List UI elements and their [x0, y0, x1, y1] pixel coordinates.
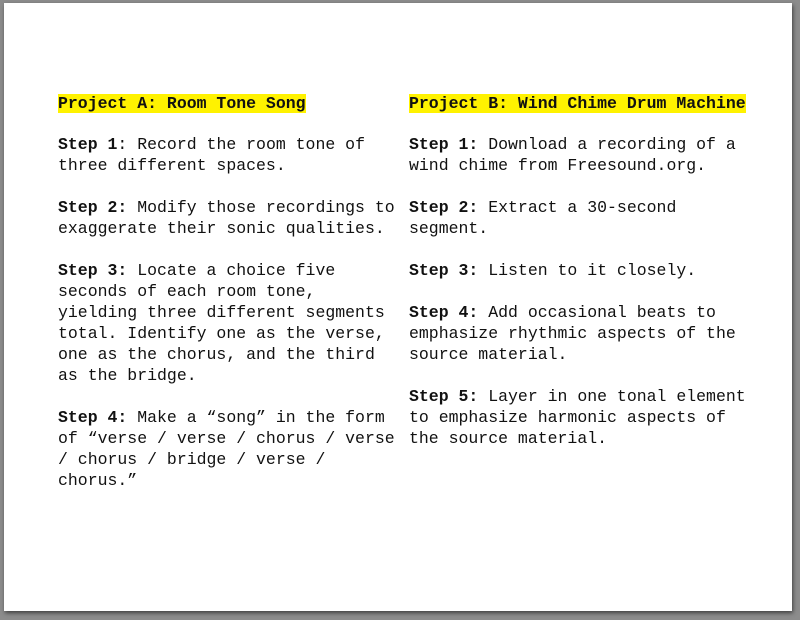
step-text: Modify those recordings to exaggerate their sonic qualities.	[58, 198, 395, 238]
step-label: Step 5:	[409, 387, 479, 406]
step-text: Layer in one tonal element to emphasize harmonic aspects of the source material.	[409, 387, 746, 448]
project-b-step-1	[409, 134, 749, 176]
step-label: Step 4:	[409, 303, 479, 322]
step-text: Make a “song” in the form of “verse / verse / chorus / verse / chorus / bridge / verse / chorus.”	[58, 408, 395, 490]
project-a-step-4	[58, 407, 398, 491]
step-label: Step 4:	[58, 408, 128, 427]
step-text: Add occasional beats to emphasize rhythmic aspects of the source material.	[409, 303, 736, 364]
project-b-step-5	[409, 386, 749, 449]
project-b-step-3	[409, 260, 749, 281]
step-text: Extract a 30-second segment.	[409, 198, 677, 238]
project-b-title-text: Project B: Wind Chime Drum Machine	[409, 94, 746, 113]
step-label: Step 1	[58, 135, 118, 154]
document-page	[4, 3, 792, 611]
project-b-title	[409, 93, 749, 114]
project-b-column	[409, 93, 749, 470]
step-label: Step 1:	[409, 135, 479, 154]
project-a-title	[58, 93, 398, 114]
project-b-step-2	[409, 197, 749, 239]
project-b-step-4	[409, 302, 749, 365]
step-label: Step 3:	[58, 261, 128, 280]
step-text: Record the room tone of three different spaces.	[58, 135, 365, 175]
project-a-step-3	[58, 260, 398, 386]
step-text: Download a recording of a wind chime from Freesound.org.	[409, 135, 736, 175]
project-a-step-2	[58, 197, 398, 239]
step-label: Step 3:	[409, 261, 479, 280]
step-text: Listen to it closely.	[478, 261, 697, 280]
project-a-step-1	[58, 134, 398, 176]
step-text: Locate a choice five seconds of each room tone, yielding three different segments total. Identify one as the verse, one as the chorus, and the third as the bridge.	[58, 261, 385, 385]
project-a-title-text: Project A: Room Tone Song	[58, 94, 306, 113]
project-a-column	[58, 93, 398, 512]
step-colon: :	[117, 135, 128, 154]
step-label: Step 2:	[58, 198, 128, 217]
step-label: Step 2:	[409, 198, 479, 217]
